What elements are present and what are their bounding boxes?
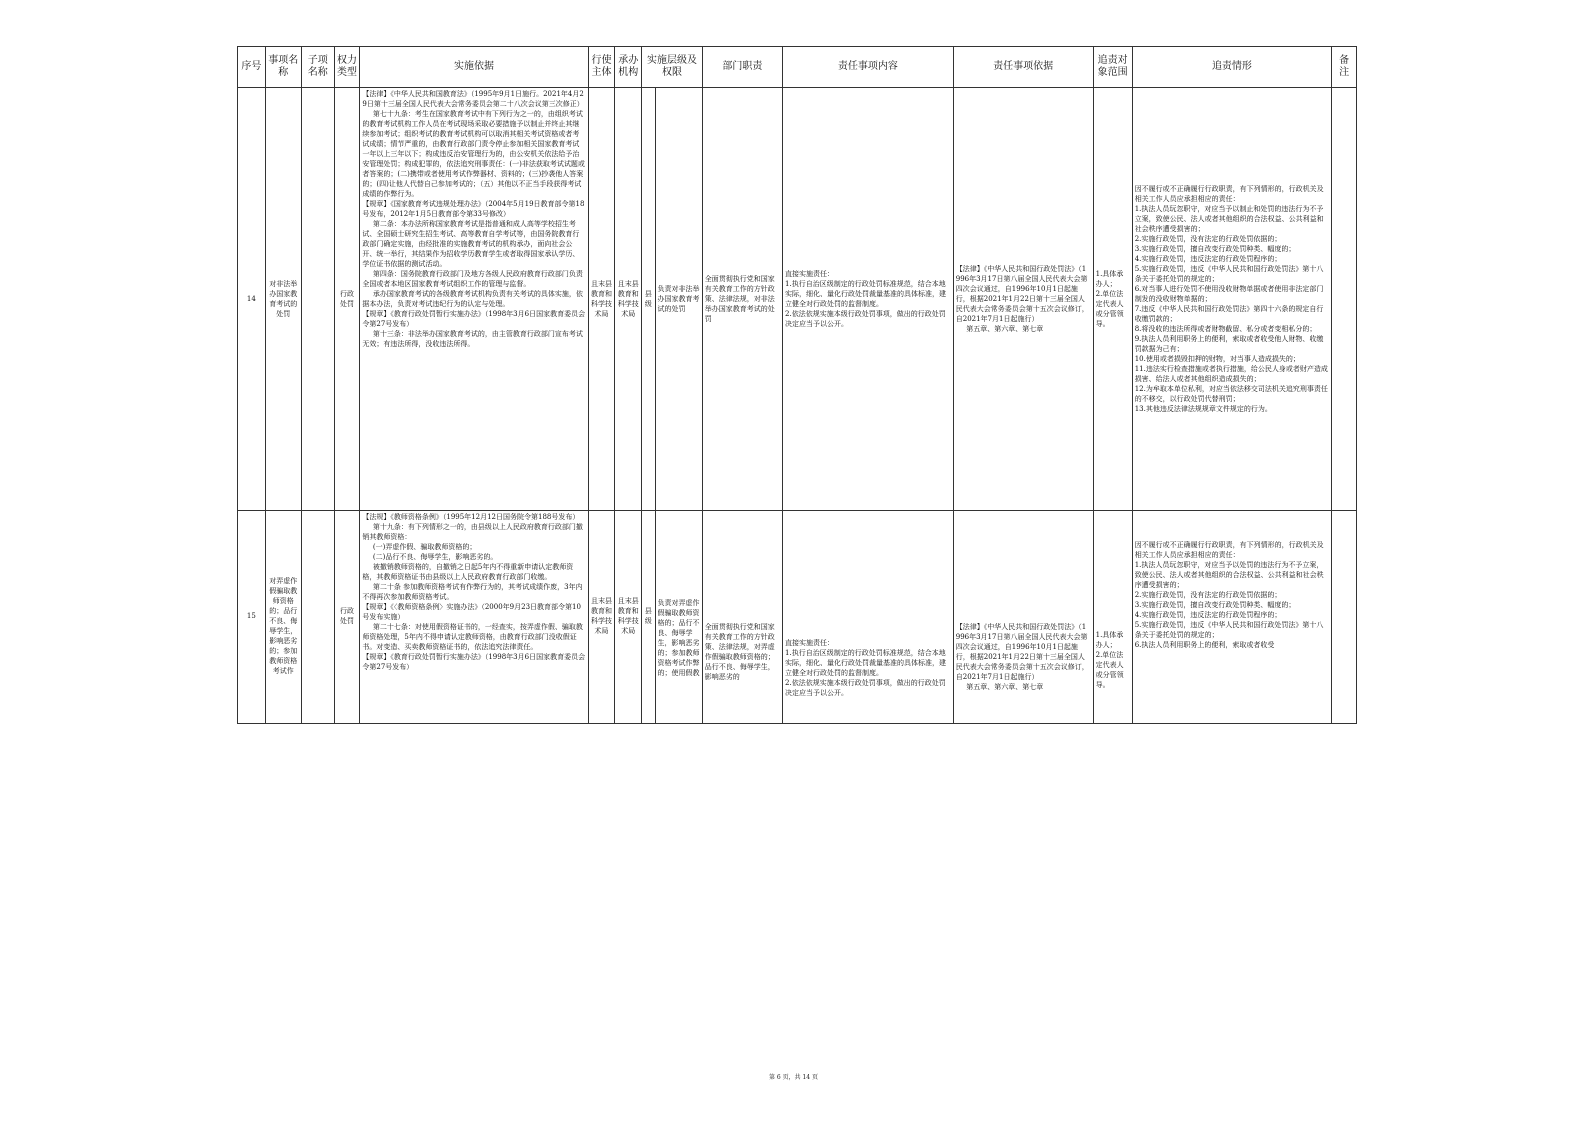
basis-line: 第二十条 参加教师资格考试有作弊行为的，其考试成绩作废，3年内不得再次参加教师资格考试。 xyxy=(362,583,583,601)
situation-line: 3.实施行政处罚，擅自改变行政处罚种类、幅度的； xyxy=(1134,601,1296,609)
basis-line: 第二条：本办法所称国家教育考试是指普通和成人高等学校招生考试、全国硕士研究生招生考试、高等教育自学考试等，由国务院教育行政部门确定实施，由经批准的实施教育考试的机构承办，面向社会公开、统一举行，其结果作为招收学历教育学生或者取得国家承认学历、学位证书依据的测试活动。 xyxy=(362,220,580,268)
page-footer: 第 6 页，共 14 页 xyxy=(768,1074,819,1081)
row-remark xyxy=(1332,88,1357,511)
header-agency: 承办机构 xyxy=(615,47,642,88)
basis-line: 第十三条：非法举办国家教育考试的，由主管教育行政部门宣布考试无效；有违法所得，没收违法所得。 xyxy=(362,330,583,348)
resp-basis-line: 第五章、第六章、第七章 xyxy=(966,325,1044,333)
row-content xyxy=(783,88,954,511)
header-resp-basis: 责任事项依据 xyxy=(953,47,1093,88)
situation-line: 6.执法人员利用职务上的便利，索取或者收受 xyxy=(1134,641,1275,649)
situation-line: 7.违反《中华人民共和国行政处罚法》第四十六条的规定自行收缴罚款的； xyxy=(1134,305,1324,323)
permission-table-sheet xyxy=(237,46,1357,726)
row-situations xyxy=(1132,88,1332,511)
row-scope xyxy=(1093,88,1132,511)
header-subject: 行使主体 xyxy=(588,47,615,88)
row-power-type xyxy=(334,511,360,724)
content-line: 直接实施责任： xyxy=(785,639,835,647)
content-line: 1.执行自治区级制定的行政处罚标准规范，结合本地实际，细化、量化行政处罚裁量基准的具体标准，建立健全对行政处罚的监督制度。 xyxy=(785,649,947,677)
header-duty: 部门职责 xyxy=(702,47,782,88)
header-content: 责任事项内容 xyxy=(783,47,954,88)
situation-line: 2.实施行政处罚，没有法定的行政处罚依据的； xyxy=(1134,591,1282,599)
content-line: 2.依法依规实施本级行政处罚事项，做出的行政处罚决定应当予以公开。 xyxy=(785,310,946,328)
header-remark: 备注 xyxy=(1332,47,1357,88)
situation-line: 12.为牟取本单位私利，对应当依法移交司法机关追究刑事责任的不移交，以行政处罚代替刑罚； xyxy=(1134,385,1328,403)
basis-line: 第七十九条：考生在国家教育考试中有下列行为之一的，由组织考试的教育考试机构工作人员在考试现场采取必要措施予以制止并终止其继续参加考试；组织考试的教育考试机构可以取消其相关考试资格或者考试成绩；情节严重的，由教育行政部门责令停止参加相关国家教育考试一年以上三年以下；构成违反治安管理行为的，由公安机关依法给予治安管理处罚；构成犯罪的，依法追究刑事责任：(一)非法获取考试试题或者答案的；(二)携带或者使用考试作弊器材、资料的；(三)抄袭他人答案的；(四)让他人代替自己参加考试的；（五）其他以不正当手段获得考试成绩的作弊行为。 xyxy=(362,110,585,198)
row-item-name: 对非法举办国家教育考试的处罚 xyxy=(265,88,301,511)
situation-line: 11.违法实行检查措施或者执行措施，给公民人身或者财产造成损害、给法人或者其他组织造成损失的； xyxy=(1134,365,1328,383)
row-remark xyxy=(1332,511,1357,724)
row-authority: 负责对非法举办国家教育考试的处罚 xyxy=(655,88,702,511)
header-item-name: 事项名称 xyxy=(265,47,301,88)
basis-line: 被撤销教师资格的，自撤销之日起5年内不得重新申请认定教师资格，其教师资格证书由县级以上人民政府教育行政部门收缴。 xyxy=(362,563,574,581)
basis-line: 【法律】《中华人民共和国教育法》（1995年9月1日施行。2021年4月29日第十三届全国人民代表大会常务委员会第二十八次会议第三次修正） xyxy=(362,90,584,108)
row-resp-basis xyxy=(953,88,1093,511)
row-agency xyxy=(615,511,642,724)
basis-line: 承办国家教育考试的各级教育考试机构负责有关考试的具体实施，依据本办法，负责对考试违纪行为的认定与处理。 xyxy=(362,290,583,308)
situation-line: 9.执法人员利用职务上的便利，索取或者收受他人财物、收缴罚款据为己有； xyxy=(1134,335,1324,353)
basis-line: 【规章】《国家教育考试违规处理办法》（2004年5月19日教育部令第18号发布，2012年1月5日教育部令第33号修改） xyxy=(362,200,585,218)
content-line: 直接实施责任： xyxy=(785,270,835,278)
situation-line: 5.实施行政处罚，违反《中华人民共和国行政处罚法》第十八条关于委托处罚的规定的； xyxy=(1134,265,1324,283)
basis-line: 【规章】《〈教师资格条例〉实施办法》（2000年9月23日教育部令第10号发布实施） xyxy=(362,603,581,621)
situation-line: 13.其他违反法律法规规章文件规定的行为。 xyxy=(1134,405,1272,413)
situation-line: 1.执法人员玩忽职守，对应当予以处罚的违法行为不予立案，致使公民、法人或者其他组织的合法权益、公共利益和社会秩序遭受损害的； xyxy=(1134,561,1324,589)
table-row xyxy=(238,511,1357,724)
situation-line: 因不履行或不正确履行行政职责，有下列情形的，行政机关及相关工作人员应承担相应的责任： xyxy=(1134,541,1324,559)
row-seq-text: 15 xyxy=(246,612,256,620)
situation-line: 1.执法人员玩忽职守，对应当予以制止和处罚的违法行为不予立案，致使公民、法人或者其他组织的合法权益、公共利益和社会秩序遭受损害的； xyxy=(1134,205,1324,233)
row-situations xyxy=(1132,511,1332,724)
basis-line: 【规章】《教育行政处罚暂行实施办法》（1998年3月6日国家教育委员会令第27号发布） xyxy=(362,310,586,328)
resp-basis-line: 【法律】《中华人民共和国行政处罚法》（1996年3月17日第八届全国人民代表大会第四次会议通过，自1996年10月1日起施行，根据2021年1月22日第十三届全国人民代表大会常务委员会第十五次会议修订，自2021年7月1日起施行） xyxy=(955,623,1089,681)
row-duty-text: 全面贯彻执行党和国家有关教育工作的方针政策、法律法规，对弄虚作假骗取教师资格的；品行不良、侮辱学生，影响恶劣的 xyxy=(704,623,775,681)
basis-line: 【法规】《教师资格条例》（1995年12月12日国务院令第188号发布） xyxy=(362,513,580,521)
scope-line: 1.具体承办人； xyxy=(1095,270,1124,288)
row-agency: 且末县教育和科学技术局 xyxy=(615,88,642,511)
basis-line: 【规章】《教育行政处罚暂行实施办法》（1998年3月6日国家教育委员会令第27号发布） xyxy=(362,653,586,671)
row-subject: 且末县教育和科学技术局 xyxy=(588,88,615,511)
row-duty xyxy=(702,511,782,724)
row-agency-text: 且末县教育和科学技术局 xyxy=(617,597,639,635)
header-basis: 实施依据 xyxy=(360,47,588,88)
situation-line: 8.将没收的违法所得或者财物截留、私分或者变相私分的； xyxy=(1134,325,1317,333)
row-authority-text: 负责对弄虚作假骗取教师资格的；品行不良、侮辱学生，影响恶劣的；参加教师资格考试作弊的；使用假教 xyxy=(657,599,700,677)
row-sub-name xyxy=(301,88,334,511)
resp-basis-line: 【法律】《中华人民共和国行政处罚法》（1996年3月17日第八届全国人民代表大会第四次会议通过，自1996年10月1日起施行，根据2021年1月22日第十三届全国人民代表大会常务委员会第十五次会议修订，自2021年7月1日起施行） xyxy=(955,265,1089,323)
row-subject-text: 且末县教育和科学技术局 xyxy=(591,597,613,635)
row-power-type: 行政处罚 xyxy=(334,88,360,511)
row-seq xyxy=(238,511,266,724)
scope-line: 2.单位法定代表人或分管领导。 xyxy=(1095,290,1124,328)
basis-line: 第二十七条：对使用假资格证书的，一经查实，按弄虚作假、骗取教师资格处理，5年内不得申请认定教师资格，由教育行政部门没收假证书。对变造、买卖教师资格证书的，依法追究法律责任。 xyxy=(362,623,583,651)
row-item-name-text: 对弄虚作假骗取教师资格的；品行不良、侮辱学生，影响恶劣的；参加教师资格考试作 xyxy=(269,577,298,675)
row-content xyxy=(783,511,954,724)
header-level: 实施层级及权限 xyxy=(642,47,703,88)
header-sub-name: 子项名称 xyxy=(301,47,334,88)
scope-line: 1.具体承办人； xyxy=(1095,631,1124,649)
row-sub-name xyxy=(301,511,334,724)
row-scope xyxy=(1093,511,1132,724)
content-line: 2.依法依规实施本级行政处罚事项，做出的行政处罚决定应当予以公开。 xyxy=(785,679,946,697)
situation-line: 2.实施行政处罚，没有法定的行政处罚依据的； xyxy=(1134,235,1282,243)
scope-line: 2.单位法定代表人或分管领导。 xyxy=(1095,651,1124,689)
content-line: 1.执行自治区级制定的行政处罚标准规范，结合本地实际，细化、量化行政处罚裁量基准的具体标准，建立健全对行政处罚的监督制度。 xyxy=(785,280,947,308)
permission-table xyxy=(237,46,1357,724)
situation-line: 5.实施行政处罚，违反《中华人民共和国行政处罚法》第十八条关于委托处罚的规定的； xyxy=(1134,621,1324,639)
situation-line: 10.使用或者损毁扣押的财物，对当事人造成损失的； xyxy=(1134,355,1300,363)
basis-line: 第十九条：有下列情形之一的，由县级以上人民政府教育行政部门撤销其教师资格： xyxy=(362,523,583,541)
table-row xyxy=(238,88,1357,511)
row-level-text: 县级 xyxy=(644,607,652,625)
header-situations: 追责情形 xyxy=(1132,47,1332,88)
row-basis xyxy=(360,88,588,511)
resp-basis-line: 第五章、第六章、第七章 xyxy=(966,683,1044,691)
situation-line: 3.实施行政处罚，擅自改变行政处罚种类、幅度的； xyxy=(1134,245,1296,253)
row-level: 县级 xyxy=(642,88,655,511)
row-authority xyxy=(655,511,702,724)
situation-line: 4.实施行政处罚，违反法定的行政处罚程序的； xyxy=(1134,255,1282,263)
table-header-row xyxy=(238,47,1357,88)
situation-line: 4.实施行政处罚，违反法定的行政处罚程序的； xyxy=(1134,611,1282,619)
row-resp-basis xyxy=(953,511,1093,724)
row-basis xyxy=(360,511,588,724)
basis-line: 第四条：国务院教育行政部门及地方各级人民政府教育行政部门负责全国或者本地区国家教育考试组织工作的管理与监督。 xyxy=(362,270,583,288)
header-power-type: 权力类型 xyxy=(334,47,360,88)
row-duty: 全面贯彻执行党和国家有关教育工作的方针政策、法律法规，对非法举办国家教育考试的处罚 xyxy=(702,88,782,511)
row-subject xyxy=(588,511,615,724)
row-level xyxy=(642,511,655,724)
basis-line: (一)弄虚作假、骗取教师资格的； xyxy=(372,543,477,551)
row-power-type-text: 行政处罚 xyxy=(340,607,354,625)
situation-line: 6.对当事人进行处罚不使用没收财物单据或者使用非法定部门制发的没收财物单据的； xyxy=(1134,285,1324,303)
row-seq: 14 xyxy=(238,88,266,511)
header-seq: 序号 xyxy=(238,47,266,88)
situation-line: 因不履行或不正确履行行政职责，有下列情形的，行政机关及相关工作人员应承担相应的责任： xyxy=(1134,185,1324,203)
row-item-name xyxy=(265,511,301,724)
basis-line: (二)品行不良、侮辱学生，影响恶劣的。 xyxy=(372,553,498,561)
header-scope: 追责对象范围 xyxy=(1093,47,1132,88)
